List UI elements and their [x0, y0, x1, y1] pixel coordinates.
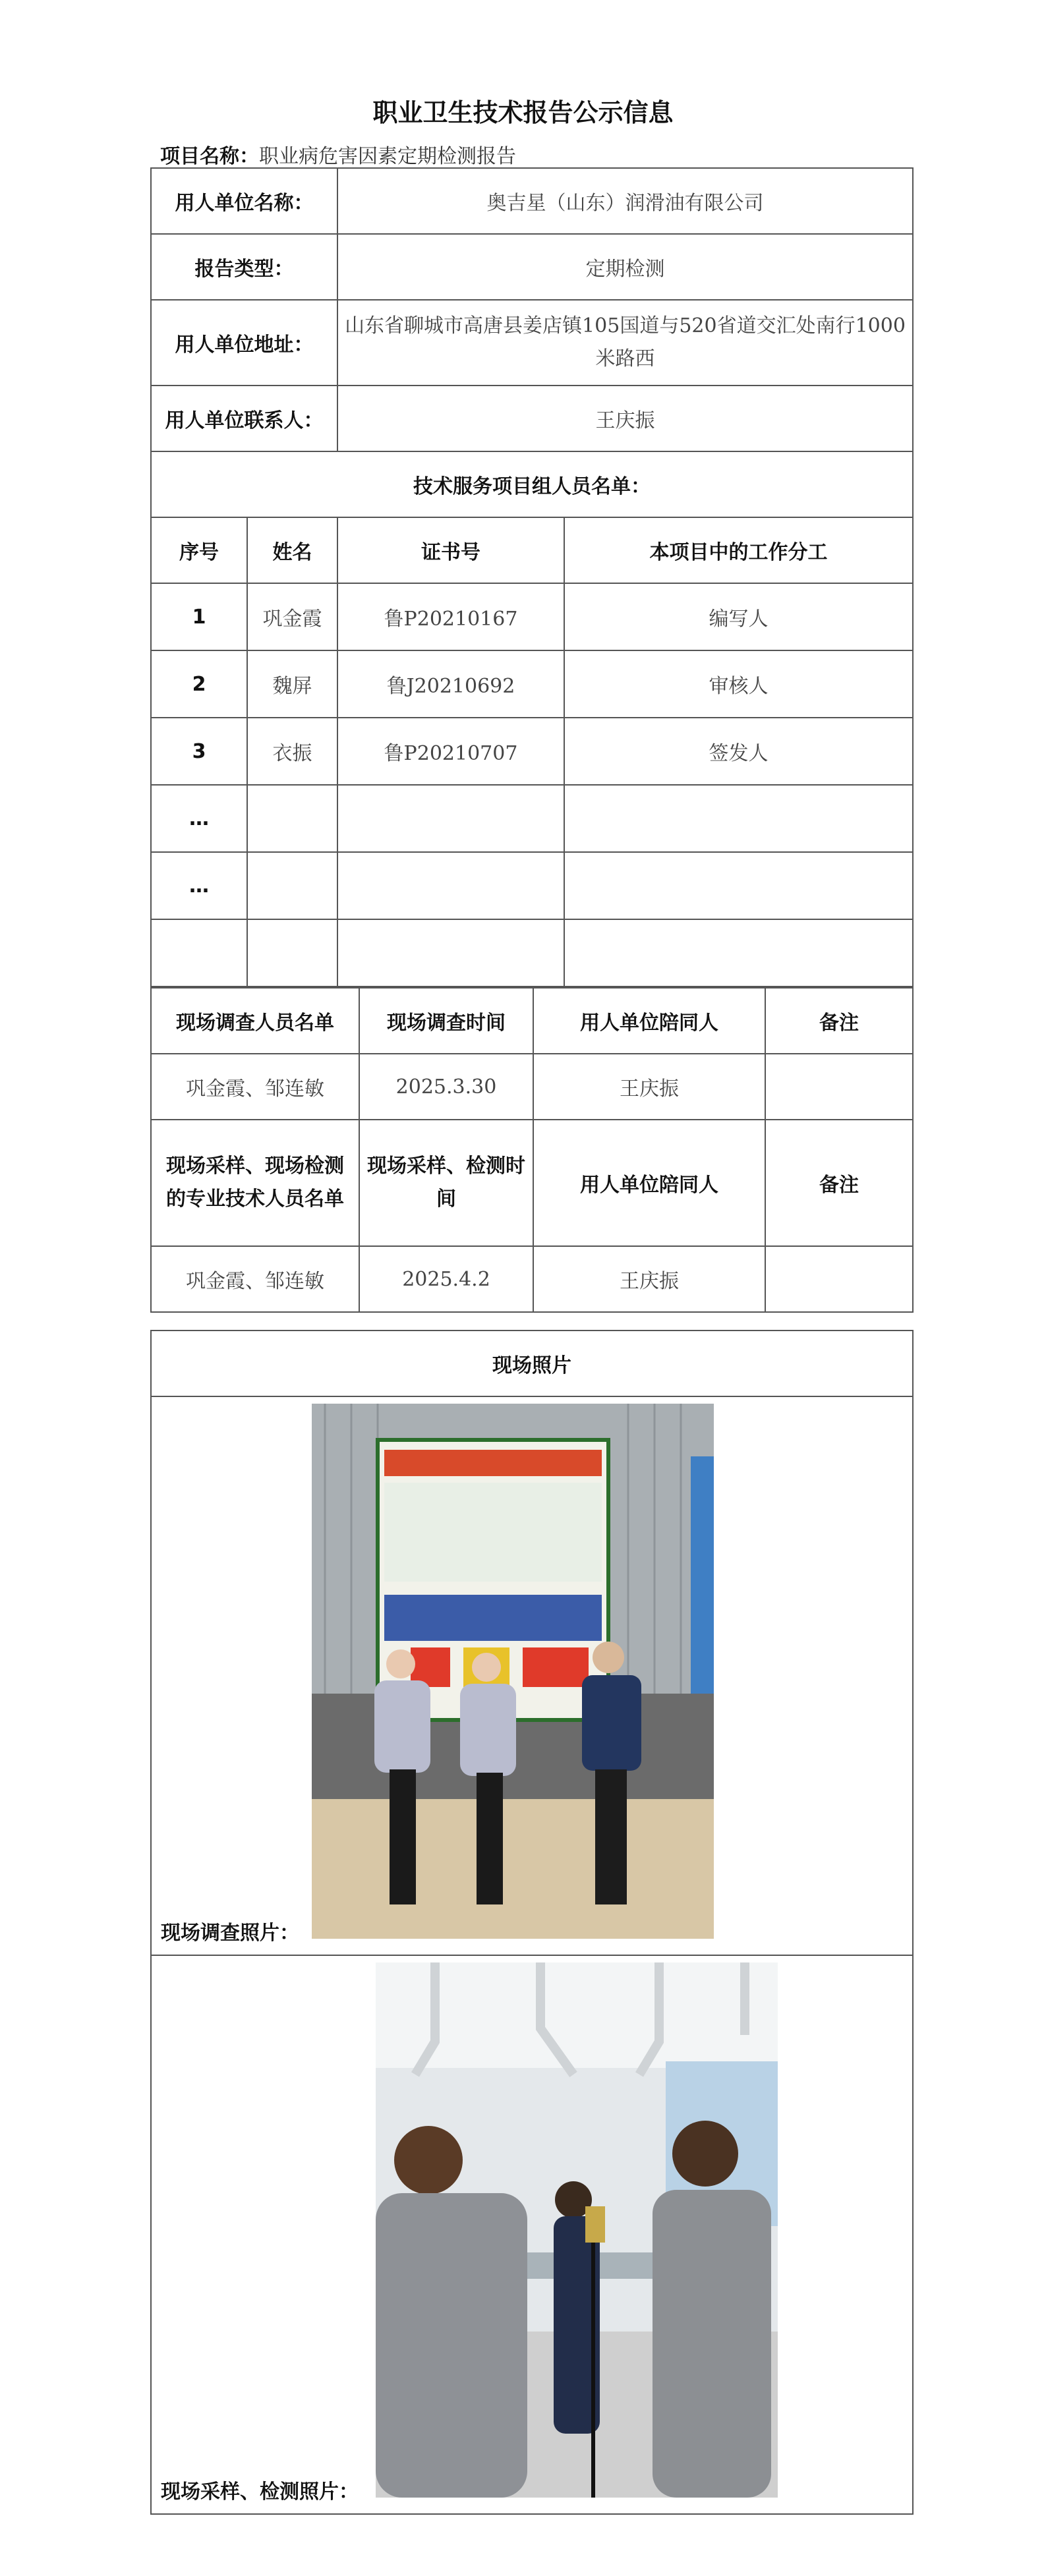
survey-header-row — [151, 988, 913, 1054]
report-type-label: 报告类型： — [151, 234, 337, 300]
photos-header-row — [151, 1331, 913, 1396]
team-cert — [337, 852, 564, 919]
survey-escort: 王庆振 — [533, 1054, 765, 1120]
page-title: 职业卫生技术报告公示信息 — [372, 98, 674, 127]
survey-header-staff: 现场调查人员名单 — [151, 988, 359, 1054]
table-row — [151, 1246, 913, 1312]
team-cert — [337, 919, 564, 987]
sampling-time: 2025.4.2 — [359, 1246, 533, 1312]
sampling-header-staff: 现场采样、现场检测的专业技术人员名单 — [151, 1120, 359, 1246]
report-info-table — [150, 167, 914, 987]
sampling-header-escort: 用人单位陪同人 — [533, 1120, 765, 1246]
address-label: 用人单位地址： — [151, 300, 337, 386]
sampling-header-remark: 备注 — [765, 1120, 913, 1246]
table-row — [151, 852, 913, 919]
team-no: 3 — [151, 718, 247, 785]
sampling-photo — [376, 1962, 778, 2498]
table-row — [151, 583, 913, 650]
info-row-address — [151, 300, 913, 386]
contact-label: 用人单位联系人： — [151, 386, 337, 451]
survey-header-time: 现场调查时间 — [359, 988, 533, 1054]
team-title: 技术服务项目组人员名单： — [151, 451, 913, 517]
sampling-photo-row — [151, 1955, 913, 2514]
survey-staff: 巩金霞、邹连敏 — [151, 1054, 359, 1120]
table-row — [151, 785, 913, 852]
photos-table — [150, 1330, 914, 2515]
survey-photo — [312, 1404, 714, 1939]
team-role: 审核人 — [564, 650, 913, 718]
team-role — [564, 852, 913, 919]
team-no — [151, 919, 247, 987]
team-name — [247, 785, 337, 852]
team-role: 编写人 — [564, 583, 913, 650]
report-type-value: 定期检测 — [337, 234, 913, 300]
project-name — [160, 140, 516, 169]
team-header-role: 本项目中的工作分工 — [564, 517, 913, 583]
survey-time: 2025.3.30 — [359, 1054, 533, 1120]
team-role — [564, 785, 913, 852]
info-row-type — [151, 234, 913, 300]
sampling-escort: 王庆振 — [533, 1246, 765, 1312]
sampling-header-row — [151, 1120, 913, 1246]
team-name: 巩金霞 — [247, 583, 337, 650]
sampling-staff: 巩金霞、邹连敏 — [151, 1246, 359, 1312]
sampling-photo-caption: 现场采样、检测照片： — [161, 2480, 359, 2504]
survey-photo-caption: 现场调查照片： — [161, 1922, 299, 1945]
sampling-header-time: 现场采样、检测时间 — [359, 1120, 533, 1246]
survey-table — [150, 987, 914, 1313]
team-title-row — [151, 451, 913, 517]
survey-photo-row — [151, 1396, 913, 1955]
info-row-contact — [151, 386, 913, 451]
team-name: 衣振 — [247, 718, 337, 785]
table-row — [151, 919, 913, 987]
team-role: 签发人 — [564, 718, 913, 785]
team-name — [247, 852, 337, 919]
info-row-company — [151, 168, 913, 234]
table-row — [151, 1054, 913, 1120]
table-row — [151, 650, 913, 718]
team-no: 2 — [151, 650, 247, 718]
team-cert: 鲁P20210167 — [337, 583, 564, 650]
team-no: … — [151, 852, 247, 919]
photos-header: 现场照片 — [151, 1331, 913, 1396]
sampling-photo-cell — [151, 1955, 913, 2514]
team-cert: 鲁J20210692 — [337, 650, 564, 718]
company-label: 用人单位名称： — [151, 168, 337, 234]
team-header-cert: 证书号 — [337, 517, 564, 583]
company-value: 奥吉星（山东）润滑油有限公司 — [337, 168, 913, 234]
team-name — [247, 919, 337, 987]
survey-header-escort: 用人单位陪同人 — [533, 988, 765, 1054]
team-header-name: 姓名 — [247, 517, 337, 583]
team-no: … — [151, 785, 247, 852]
table-row — [151, 718, 913, 785]
project-value: 职业病危害因素定期检测报告 — [259, 145, 516, 168]
address-value: 山东省聊城市高唐县姜店镇105国道与520省道交汇处南行1000米路西 — [337, 300, 913, 386]
team-role — [564, 919, 913, 987]
sampling-remark — [765, 1246, 913, 1312]
survey-remark — [765, 1054, 913, 1120]
project-label: 项目名称： — [160, 145, 259, 168]
team-header-row — [151, 517, 913, 583]
survey-photo-cell — [151, 1396, 913, 1955]
team-header-no: 序号 — [151, 517, 247, 583]
team-cert — [337, 785, 564, 852]
team-no: 1 — [151, 583, 247, 650]
survey-header-remark: 备注 — [765, 988, 913, 1054]
contact-value: 王庆振 — [337, 386, 913, 451]
team-name: 魏屏 — [247, 650, 337, 718]
team-cert: 鲁P20210707 — [337, 718, 564, 785]
